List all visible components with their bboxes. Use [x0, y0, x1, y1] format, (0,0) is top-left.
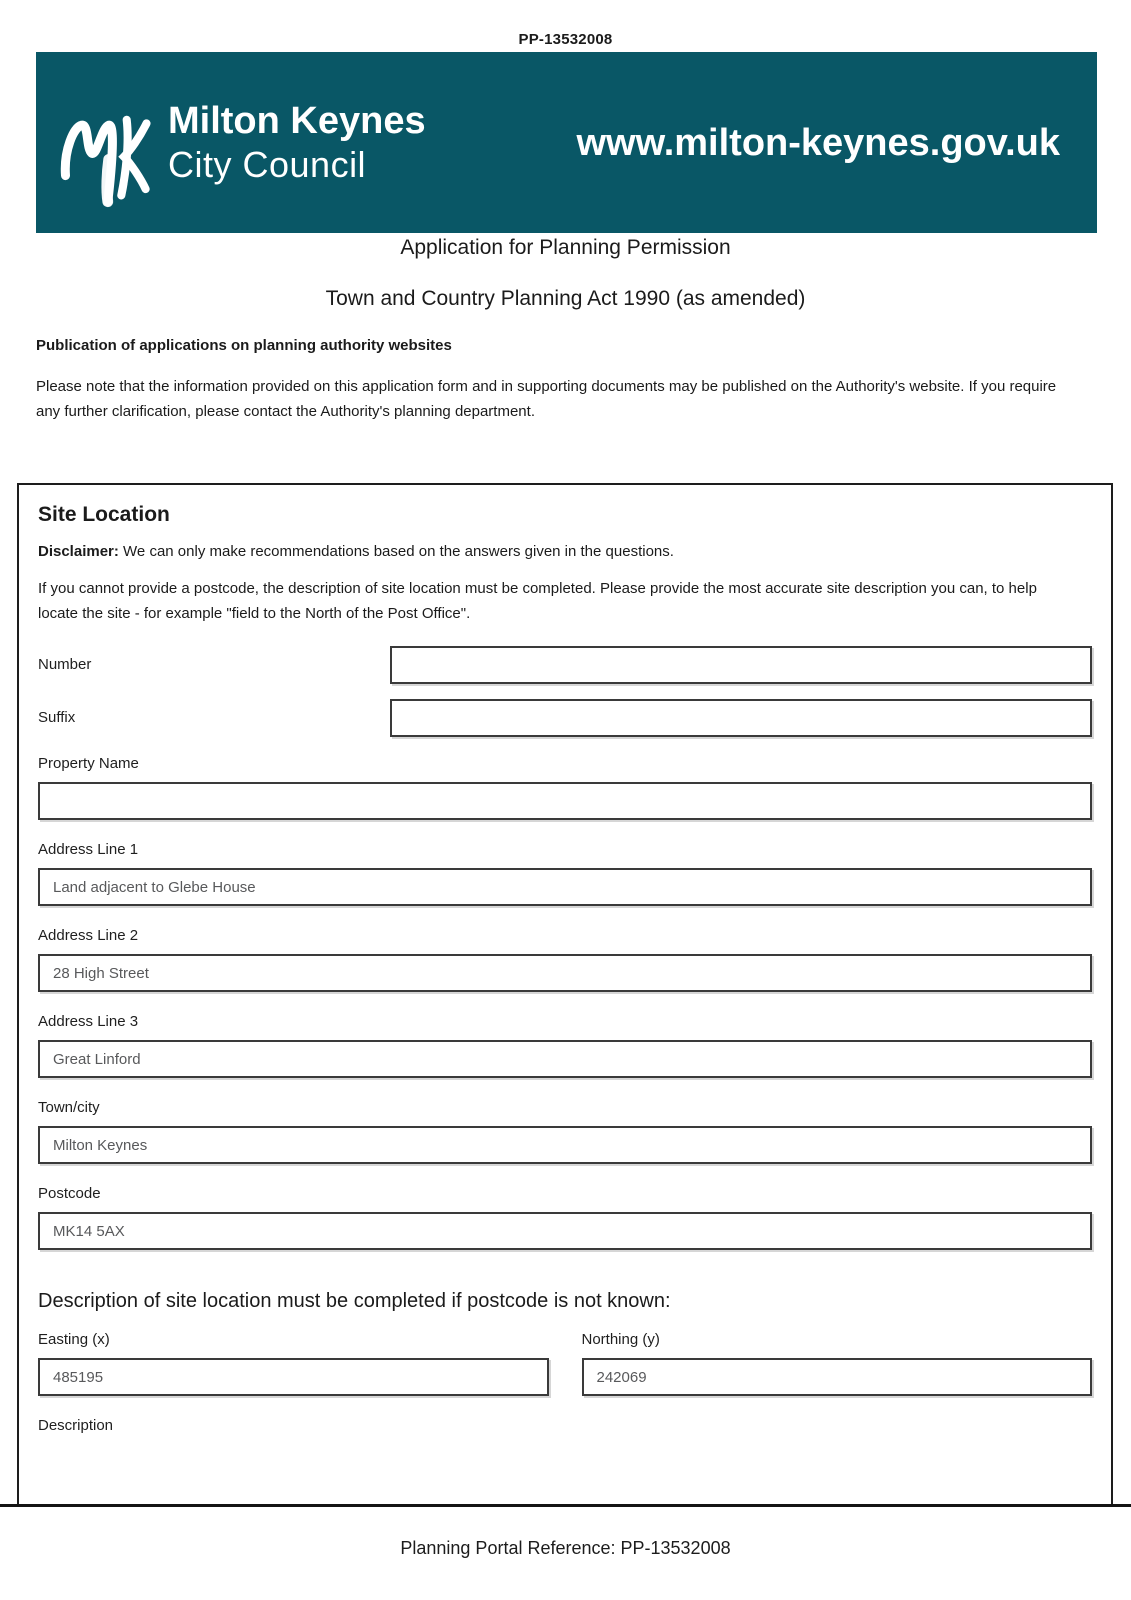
field-address-line-2 — [38, 927, 1092, 992]
town-city-label: Town/city — [38, 1099, 100, 1116]
council-website-url: www.milton-keynes.gov.uk — [576, 122, 1060, 164]
field-northing — [582, 1331, 1093, 1396]
address-line-2-label: Address Line 2 — [38, 927, 139, 944]
publication-heading: Publication of applications on planning authority websites — [36, 337, 452, 354]
council-name — [168, 100, 426, 186]
suffix-label: Suffix — [38, 709, 76, 726]
address-line-3-label: Address Line 3 — [38, 1013, 139, 1030]
property-name-input[interactable] — [38, 782, 1092, 820]
northing-input[interactable] — [582, 1358, 1093, 1396]
suffix-input[interactable] — [390, 699, 1092, 737]
form-title: Application for Planning Permission — [400, 236, 731, 259]
council-name-line2: City Council — [168, 143, 367, 185]
field-address-line-3 — [38, 1013, 1092, 1078]
council-header-banner — [36, 52, 1097, 233]
planning-portal-reference-footer: Planning Portal Reference: PP-13532008 — [400, 1538, 731, 1558]
site-location-section — [17, 483, 1113, 1504]
address-line-1-input[interactable] — [38, 868, 1092, 906]
number-input[interactable] — [390, 646, 1092, 684]
field-easting — [38, 1331, 549, 1396]
field-property-name — [38, 755, 1092, 820]
northing-label: Northing (y) — [581, 1331, 660, 1348]
property-name-label: Property Name — [38, 755, 139, 772]
site-location-heading: Site Location — [38, 503, 170, 526]
field-suffix — [38, 699, 1092, 737]
publication-body: Please note that the information provided on this application form and in supporting documents may be published on the Authority's website. If you require any further clarification, please contact the Authority's planning department. — [36, 378, 1057, 420]
form-subtitle: Town and Country Planning Act 1990 (as amended) — [325, 287, 806, 310]
description-requirement-heading: Description of site location must be completed if postcode is not known: — [38, 1290, 671, 1312]
disclaimer-text — [38, 543, 1092, 561]
disclaimer-label: Disclaimer: — [38, 543, 119, 560]
planning-portal-reference-top: PP-13532008 — [518, 31, 613, 48]
address-line-2-input[interactable] — [38, 954, 1092, 992]
field-town-city — [38, 1099, 1092, 1164]
address-line-1-label: Address Line 1 — [38, 841, 139, 858]
disclaimer-body: We can only make recommendations based on the answers given in the questions. — [123, 543, 674, 560]
page-break-divider — [0, 1504, 1131, 1507]
number-label: Number — [38, 656, 92, 673]
easting-label: Easting (x) — [38, 1331, 110, 1348]
postcode-label: Postcode — [38, 1185, 101, 1202]
easting-input[interactable] — [38, 1358, 549, 1396]
field-number — [38, 646, 1092, 684]
council-name-line1: Milton Keynes — [168, 99, 426, 142]
description-label: Description — [38, 1417, 114, 1434]
field-postcode — [38, 1185, 1092, 1250]
site-location-instructions: If you cannot provide a postcode, the description of site location must be completed. Please provide the most accurate site description you can, to help locate the site - for example "field to the North of the Post Office". — [38, 580, 1037, 622]
coordinates-row — [38, 1331, 1092, 1396]
field-address-line-1 — [38, 841, 1092, 906]
mk-council-logo-icon — [54, 82, 158, 208]
address-line-3-input[interactable] — [38, 1040, 1092, 1078]
town-city-input[interactable] — [38, 1126, 1092, 1164]
postcode-input[interactable] — [38, 1212, 1092, 1250]
